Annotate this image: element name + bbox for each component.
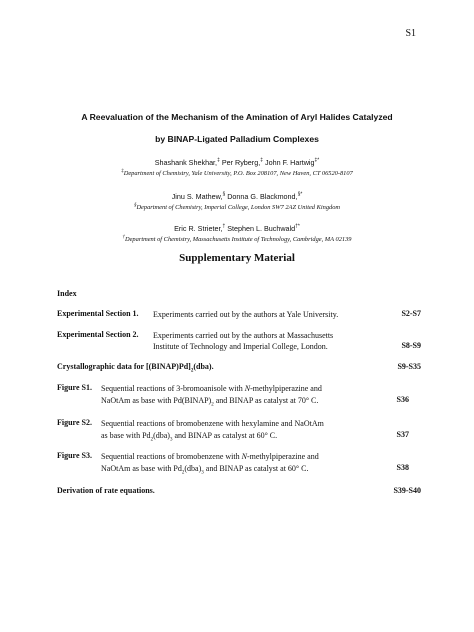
author-mark: §* bbox=[297, 191, 303, 198]
entry-pages: S36 bbox=[396, 395, 409, 404]
author-name: Per Ryberg, bbox=[221, 158, 261, 167]
entry-label: Figure S3. bbox=[57, 451, 92, 460]
affiliation-3 bbox=[0, 236, 474, 243]
entry-label: Figure S2. bbox=[57, 418, 92, 427]
entry-pages: S39-S40 bbox=[393, 486, 421, 495]
entry-label: Crystallographic data for $[(BINAP)Pd]_2(dba)$. bbox=[57, 362, 214, 374]
page-number: S1 bbox=[405, 28, 416, 39]
author-name: Donna G. Blackmond, bbox=[227, 192, 298, 201]
author-mark: ‡ bbox=[260, 157, 263, 164]
author-mark: † bbox=[222, 223, 226, 230]
author-mark: †* bbox=[295, 223, 300, 230]
author-name: Shashank Shekhar, bbox=[154, 158, 218, 167]
entry-label: Experimental Section 1. bbox=[57, 309, 139, 318]
entry-pages: S2-S7 bbox=[401, 309, 421, 318]
entry-description-line-2: as base with $Pd_2(dba)_3$ and BINAP as catalyst at 60° C. bbox=[101, 431, 278, 443]
author-name: Jinu S. Mathew, bbox=[171, 192, 223, 201]
affiliation-text: Department of Chemistry, Imperial College, London SW7 2AZ United Kingdom bbox=[136, 204, 341, 211]
entry-pages: S9-S35 bbox=[397, 362, 421, 371]
author-name: Stephen L. Buchwald bbox=[227, 224, 296, 233]
author-mark: ‡ bbox=[217, 157, 220, 164]
entry-description-line-2: NaOtAm as base with $Pd_2(dba)_3$ and BINAP as catalyst at 60° C. bbox=[101, 464, 309, 476]
entry-pages: S37 bbox=[396, 430, 409, 439]
author-mark: § bbox=[222, 191, 226, 198]
author-list-3 bbox=[0, 224, 474, 233]
entry-description-line-2: Institute of Technology and Imperial College, London. bbox=[153, 342, 328, 351]
affiliation-text: Department of Chemistry, Massachusetts Institute of Technology, Cambridge, MA 02139 bbox=[124, 236, 352, 243]
paper-title-line-2: by BINAP-Ligated Palladium Complexes bbox=[155, 134, 319, 144]
affiliation-2 bbox=[0, 204, 474, 211]
entry-description-line-2: NaOtAm as base with $Pd(BINAP)_2$ and BINAP as catalyst at 70° C. bbox=[101, 396, 319, 408]
affiliation-mark: ‡ bbox=[121, 168, 124, 174]
entry-label: Figure S1. bbox=[57, 383, 92, 392]
author-list-1 bbox=[0, 158, 474, 167]
author-mark: ‡* bbox=[314, 157, 320, 164]
paper-title-line-1: A Reevaluation of the Mechanism of the Amination of Aryl Halides Catalyzed bbox=[81, 112, 393, 122]
supplementary-title: Supplementary Material bbox=[179, 252, 295, 264]
entry-description: Experiments carried out by the authors at Yale University. bbox=[153, 310, 339, 319]
affiliation-text: Department of Chemistry, Yale University, P.O. Box 208107, New Haven, CT 06520-8107 bbox=[123, 170, 353, 177]
entry-pages: S38 bbox=[396, 463, 409, 472]
affiliation-1 bbox=[0, 170, 474, 177]
author-list-2 bbox=[0, 192, 474, 201]
entry-description-line-1: Sequential reactions of 3-bromoanisole with N-methylpiperazine and bbox=[101, 384, 322, 393]
affiliation-mark: † bbox=[122, 234, 125, 240]
entry-description-line-1: Experiments carried out by the authors at Massachusetts bbox=[153, 331, 334, 340]
author-name: John F. Hartwig bbox=[264, 158, 315, 167]
entry-pages: S8-S9 bbox=[401, 341, 421, 350]
author-name: Eric R. Strieter, bbox=[174, 224, 223, 233]
entry-description-line-1: Sequential reactions of bromobenzene with hexylamine and NaOtAm bbox=[101, 419, 324, 428]
entry-label: Experimental Section 2. bbox=[57, 330, 139, 339]
index-heading: Index bbox=[57, 289, 77, 298]
affiliation-mark: § bbox=[133, 202, 137, 208]
entry-description-line-1: Sequential reactions of bromobenzene with N-methylpiperazine and bbox=[101, 452, 319, 461]
entry-label: Derivation of rate equations. bbox=[57, 486, 155, 495]
